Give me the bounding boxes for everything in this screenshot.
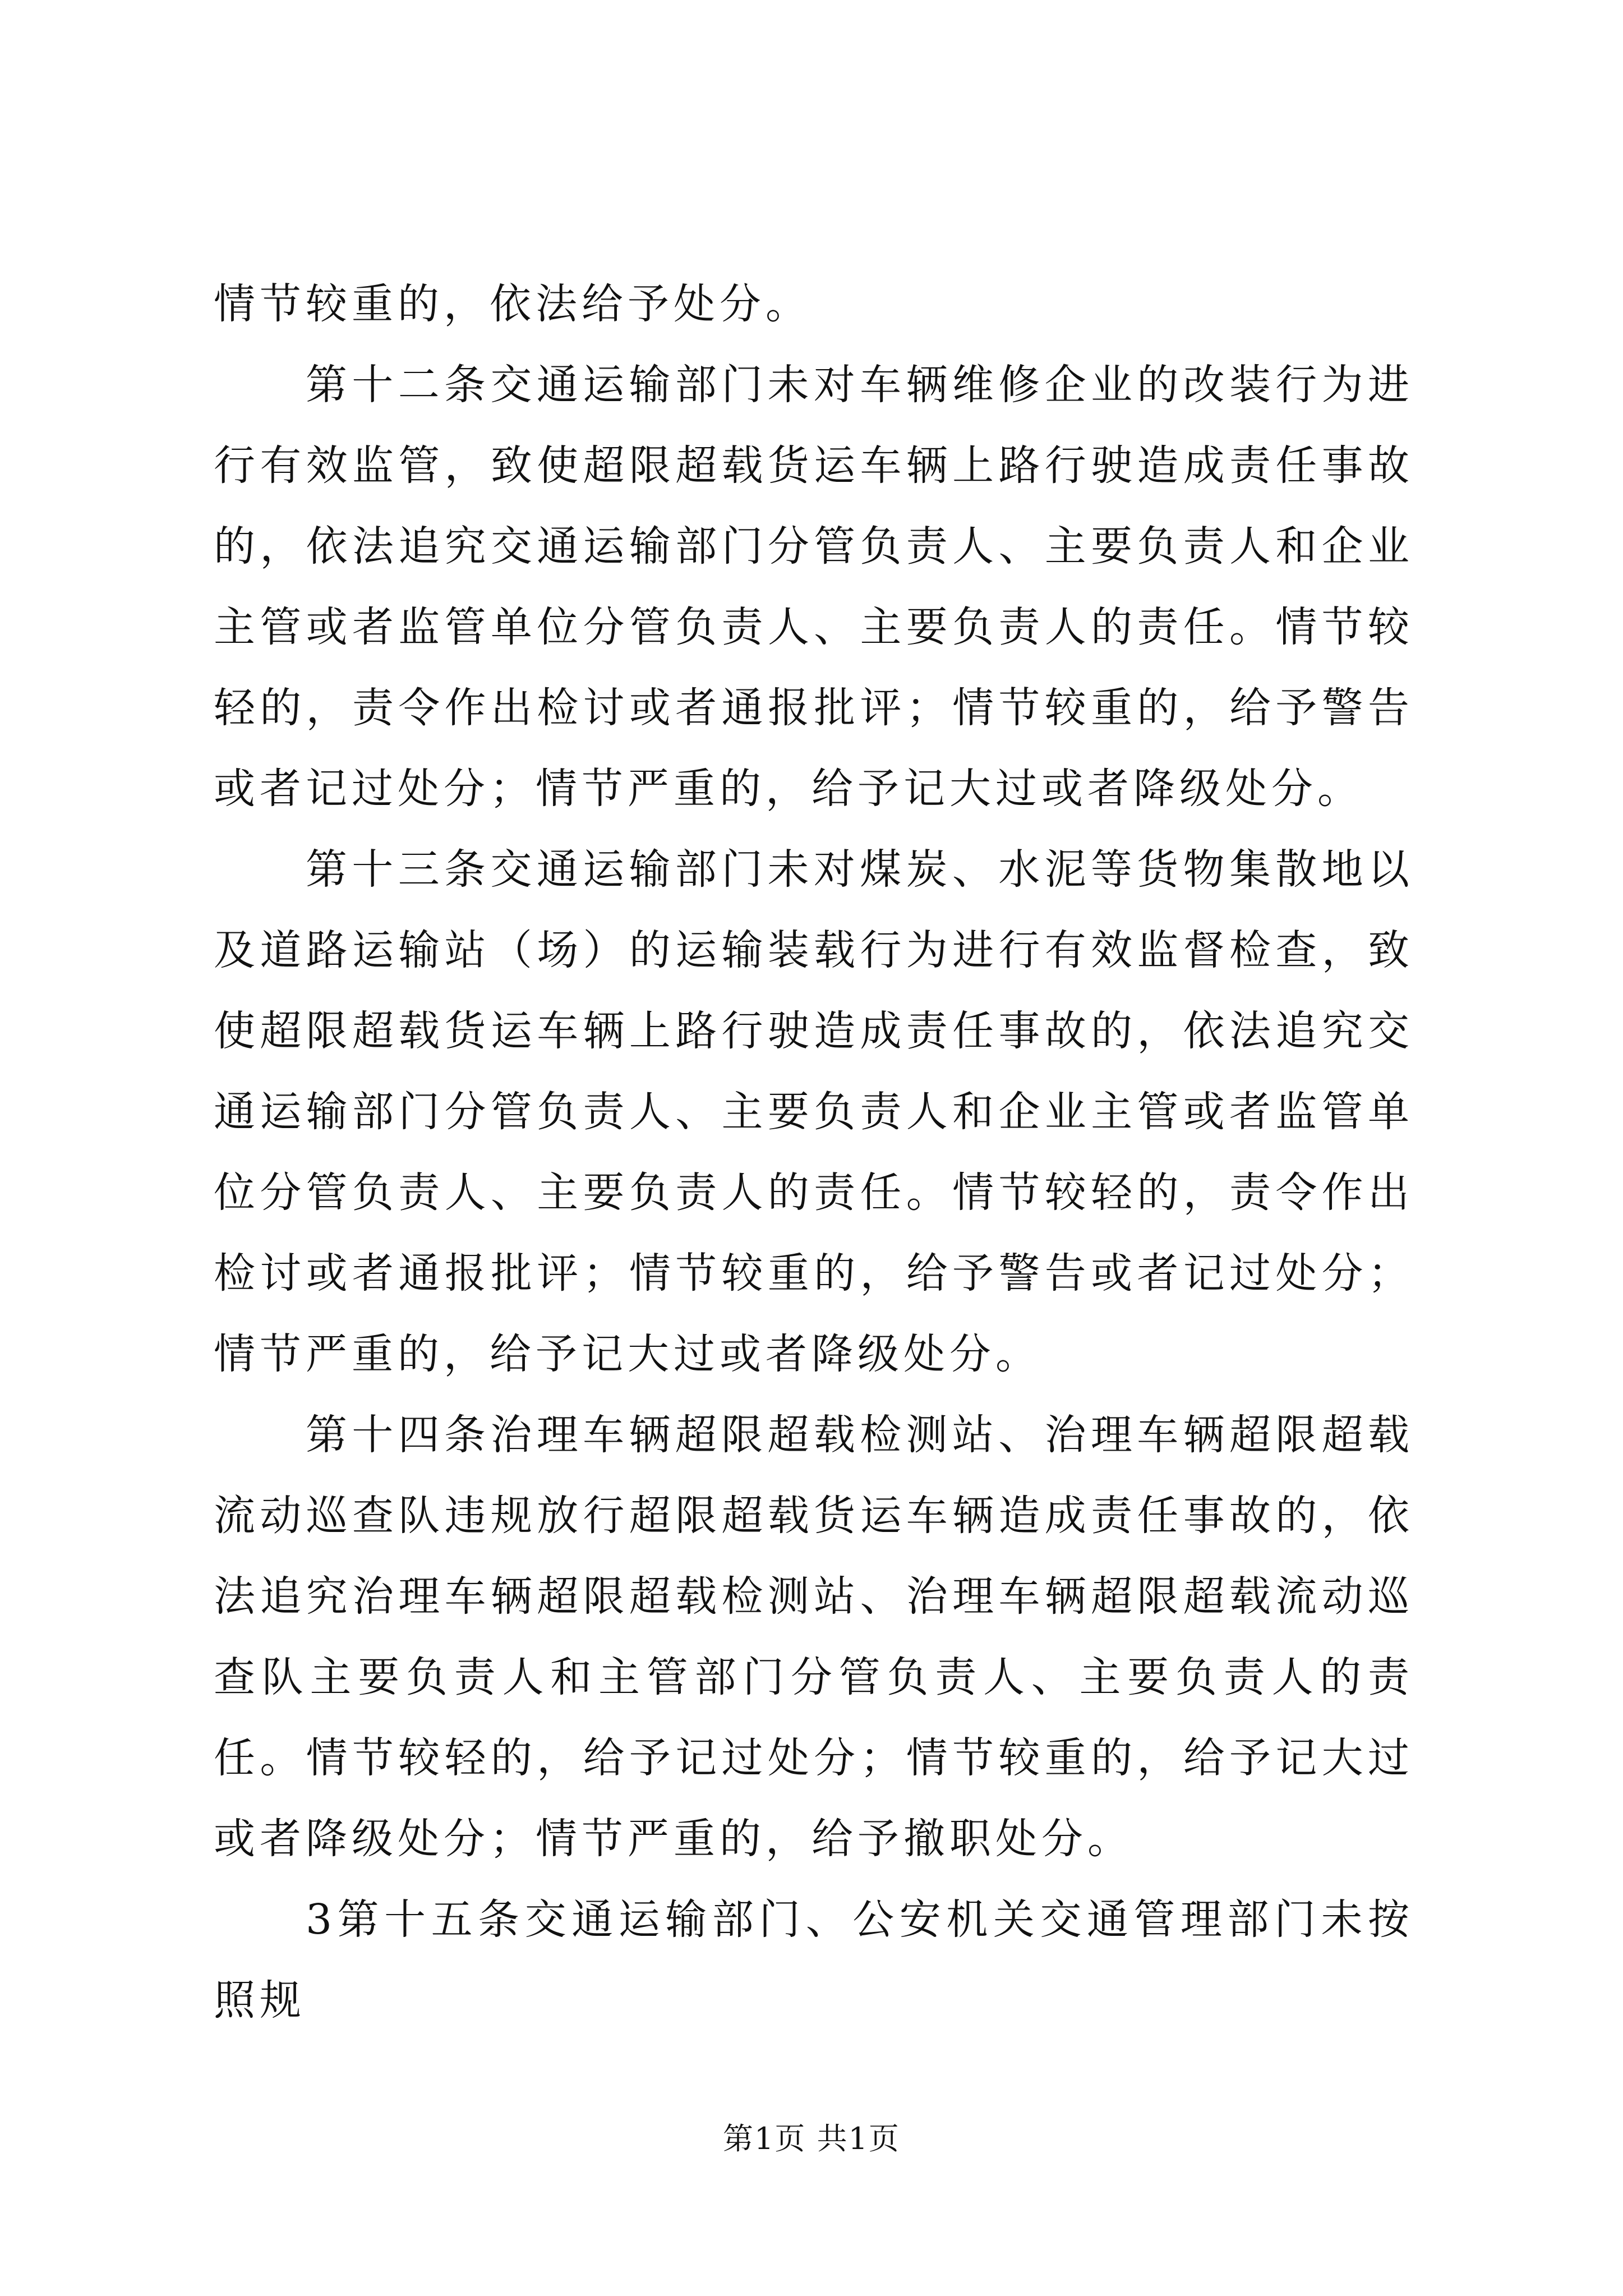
page-footer: 第1页 共1页 <box>723 2121 900 2156</box>
document-body <box>214 264 1414 2041</box>
paragraph-article-12: 第十二条交通运输部门未对车辆维修企业的改装行为进行有效监管，致使超限超载货运车辆上路行驶造成责任事故的，依法追究交通运输部门分管负责人、主要负责人和企业主管或者监管单位分管负责人、主要负责人的责任。情节较轻的，责令作出检讨或者通报批评；情节较重的，给予警告或者记过处分；情节严重的，给予记大过或者降级处分。 <box>214 361 1414 813</box>
paragraph-continuation: 情节较重的，依法给予处分。 <box>214 280 811 328</box>
paragraph-article-13: 第十三条交通运输部门未对煤炭、水泥等货物集散地以及道路运输站（场）的运输装载行为进行有效监督检查，致使超限超载货运车辆上路行驶造成责任事故的，依法追究交通运输部门分管负责人、主要负责人和企业主管或者监管单位分管负责人、主要负责人的责任。情节较轻的，责令作出检讨或者通报批评；情节较重的，给予警告或者记过处分；情节严重的，给予记大过或者降级处分。 <box>214 845 1414 1378</box>
paragraph-article-14: 第十四条治理车辆超限超载检测站、治理车辆超限超载流动巡查队违规放行超限超载货运车辆造成责任事故的，依法追究治理车辆超限超载检测站、治理车辆超限超载流动巡查队主要负责人和主管部门分管负责人、主要负责人的责任。情节较轻的，给予记过处分；情节较重的，给予记大过或者降级处分；情节严重的，给予撤职处分。 <box>214 1411 1414 1863</box>
paragraph-article-15: 3第十五条交通运输部门、公安机关交通管理部门未按照规 <box>214 1895 1414 2024</box>
